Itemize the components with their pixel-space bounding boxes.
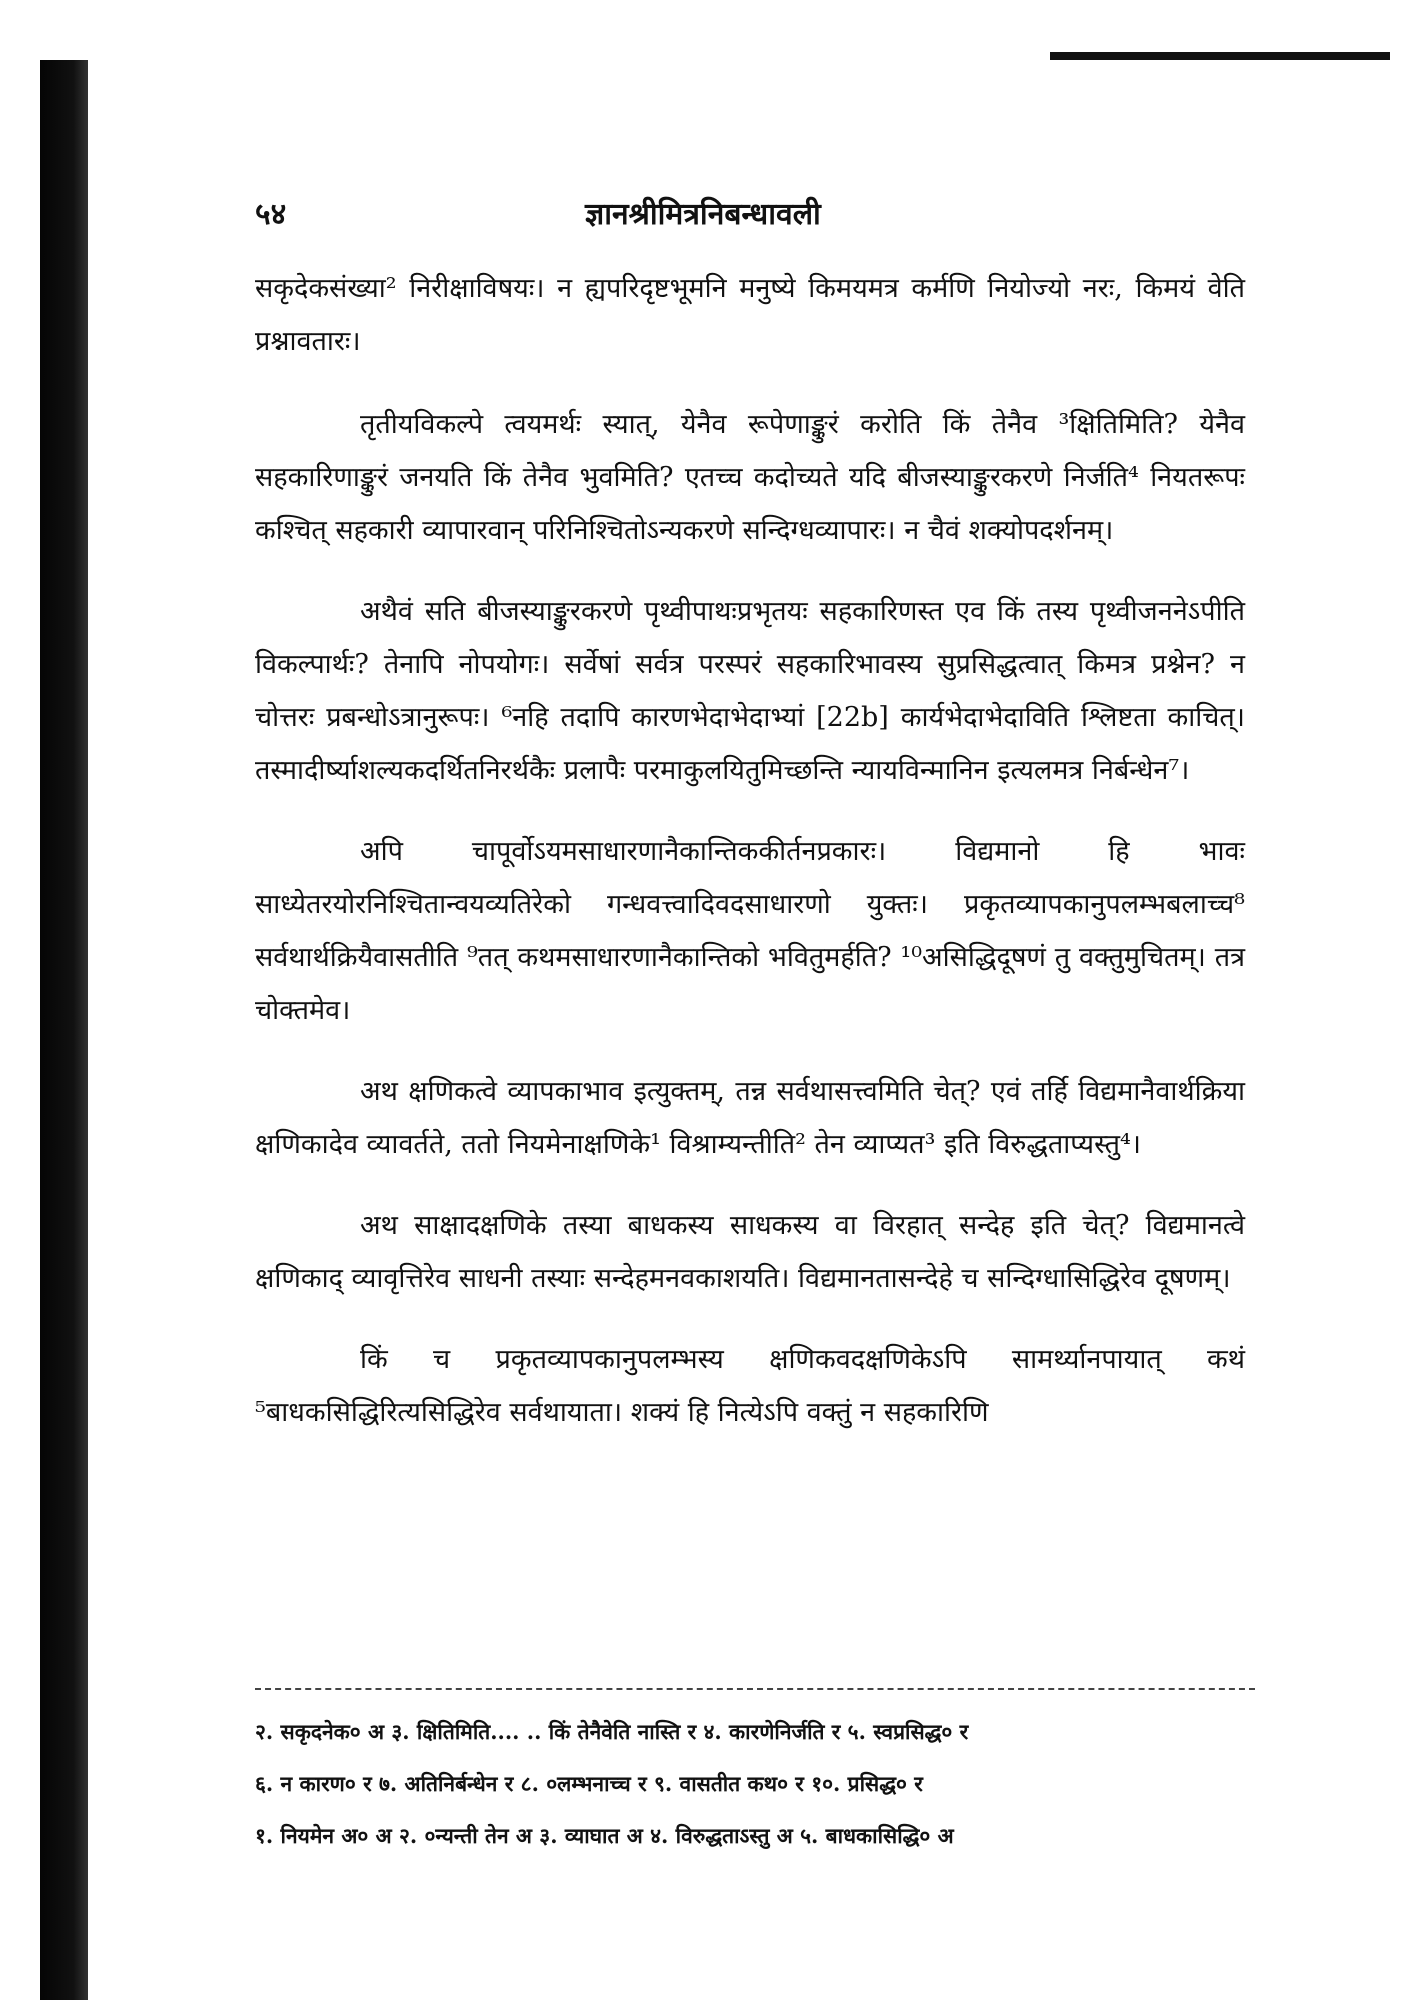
body-text [255,262,1245,1467]
footnote-divider [255,1688,1255,1690]
paragraph: किं च प्रकृतव्यापकानुपलम्भस्य क्षणिकवदक्षणिकेऽपि सामर्थ्यानपायात् कथं ⁵बाधकसिद्धिरित्यसिद्धिरेव सर्वथायाता। शक्यं हि नित्येऽपि वक्तुं न सहकारिणि [255,1344,1245,1428]
page-header [255,192,1255,236]
footnote-line: २. सकृदनेक० अ ३. क्षितिमिति.... .. किं तेनैवेति नास्ति र ४. कारणेनिर्जति र ५. स्वप्रसिद्ध० र [255,1719,969,1744]
top-rule [1050,52,1390,60]
paragraph: अपि चापूर्वोऽयमसाधारणानैकान्तिककीर्तनप्रकारः। विद्यमानो हि भावः साध्येतरयोरनिश्चितान्वयव्यतिरेको गन्धवत्त्वादिवदसाधारणो युक्तः। प्रकृतव्यापकानुपलम्भबलाच्च⁸ सर्वथार्थक्रियैवासतीति ⁹तत् कथमसाधारणानैकान्तिको भवितुमर्हति? ¹⁰असिद्धिदूषणं तु वक्तुमुचितम्। तत्र चोक्तमेव। [255,836,1245,1026]
paragraph: सकृदेकसंख्या² निरीक्षाविषयः। न ह्यपरिदृष्टभूमनि मनुष्ये किमयमत्र कर्मणि नियोज्यो नरः, किमयं वेति प्रश्नावतारः। [255,273,1245,357]
paragraph: तृतीयविकल्पे त्वयमर्थः स्यात्, येनैव रूपेणाङ्कुरं करोति किं तेनैव ³क्षितिमिति? येनैव सहकारिणाङ्कुरं जनयति किं तेनैव भुवमिति? एतच्च कदोच्यते यदि बीजस्याङ्कुरकरणे निर्जति⁴ नियतरूपः कश्चित् सहकारी व्यापारवान् परिनिश्चितोऽन्यकरणे सन्दिग्धव्यापारः। न चैवं शक्योपदर्शनम्। [255,409,1245,546]
binding-edge [40,60,88,2000]
footnote-line: १. नियमेन अ० अ २. ०न्यन्ती तेन अ ३. व्याघात अ ४. विरुद्धताऽस्तु अ ५. बाधकासिद्धि० अ [255,1823,954,1848]
footnotes [255,1706,1255,1862]
paragraph: अथैवं सति बीजस्याङ्कुरकरणे पृथ्वीपाथःप्रभृतयः सहकारिणस्त एव किं तस्य पृथ्वीजननेऽपीति विकल्पार्थः? तेनापि नोपयोगः। सर्वेषां सर्वत्र परस्परं सहकारिभावस्य सुप्रसिद्धत्वात् किमत्र प्रश्नेन? न चोत्तरः प्रबन्धोऽत्रानुरूपः। ⁶नहि तदापि कारणभेदाभेदाभ्यां [22b] कार्यभेदाभेदाविति श्लिष्टता काचित्। तस्मादीर्ष्याशल्यकदर्थितनिरर्थकैः प्रलापैः परमाकुलयितुमिच्छन्ति न्यायविन्मानिन इत्यलमत्र निर्बन्धेन⁷। [255,596,1245,786]
paragraph: अथ साक्षादक्षणिके तस्या बाधकस्य साधकस्य वा विरहात् सन्देह इति चेत्? विद्यमानत्वे क्षणिकाद् व्यावृत्तिरेव साधनी तस्याः सन्देहमनवकाशयति। विद्यमानतासन्देहे च सन्दिग्धासिद्धिरेव दूषणम्। [255,1210,1245,1294]
paragraph: अथ क्षणिकत्वे व्यापकाभाव इत्युक्तम्, तन्न सर्वथासत्त्वमिति चेत्? एवं तर्हि विद्यमानैवार्थक्रिया क्षणिकादेव व्यावर्तते, ततो नियमेनाक्षणिके¹ विश्राम्यन्तीति² तेन व्याप्यत³ इति विरुद्धताप्यस्तु⁴। [255,1076,1245,1160]
page-number: ५४ [255,197,287,232]
footnote-line: ६. न कारण० र ७. अतिनिर्बन्धेन र ८. ०लम्भनाच्च र ९. वासतीत कथ० र १०. प्रसिद्ध० र [255,1771,923,1796]
running-title: ज्ञानश्रीमित्रनिबन्धावली [585,197,821,232]
